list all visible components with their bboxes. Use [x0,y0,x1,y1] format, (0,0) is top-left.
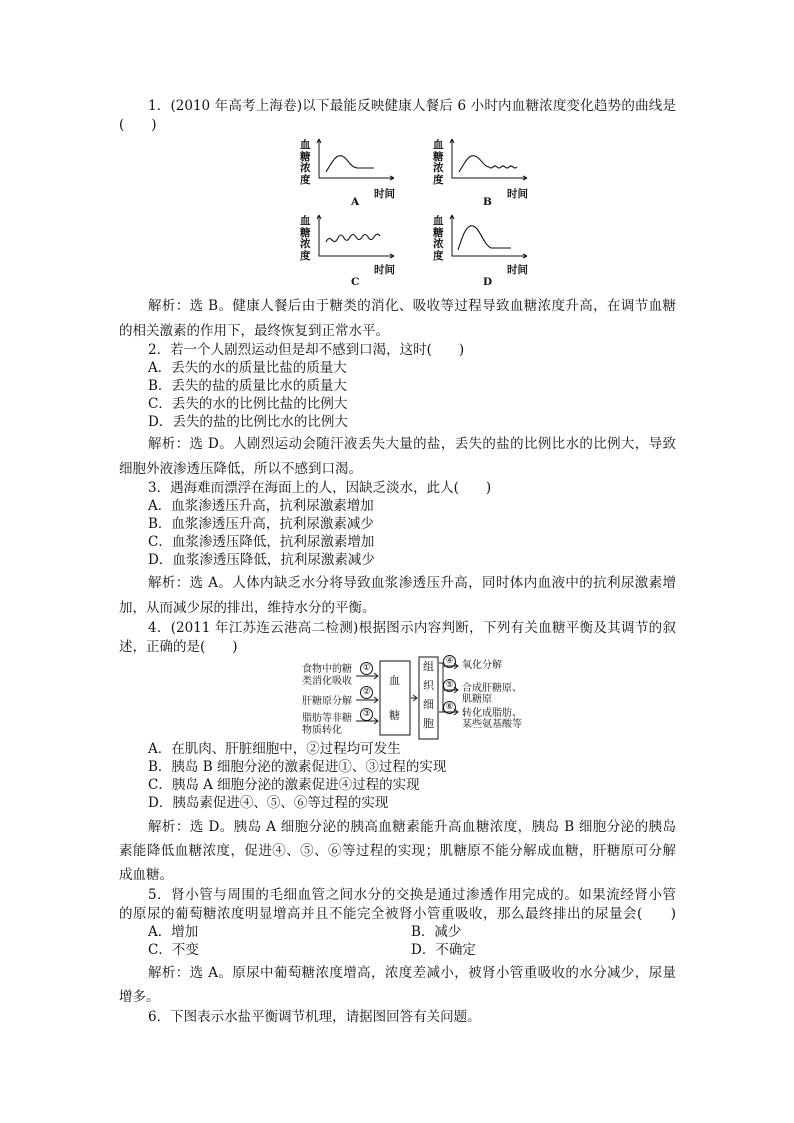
q5-option-b: B．减少 [411,924,462,940]
q5-option-d: D．不确定 [411,942,476,958]
q4-answer-line1: 解析：选 D。胰岛 A 细胞分泌的胰高血糖素能升高血糖浓度，胰岛 B 细胞分泌的胰岛 [148,819,676,835]
graph-a-xlabel: 时间 [374,188,395,200]
graph-d-xlabel: 时间 [507,264,528,276]
graph-c-caption: C [351,276,360,288]
output-fat-line1: 转化成脂肪、 [462,708,522,719]
q1-answer-line1: 解析：选 B。健康人餐后由于糖类的消化、吸收等过程导致血糖浓度升高，在调节血糖 [148,298,676,314]
graph-d-ylabel: 血糖浓度 [433,215,444,262]
output-glycogen-line1: 合成肝糖原、 [462,683,522,694]
q5-option-c: C．不变 [148,942,199,958]
source-fat-line2: 物质转化 [302,725,342,736]
q1-stem-line2: ( ) [119,117,157,133]
q3-option-d: D．血浆渗透压降低，抗利尿激素减少 [148,552,375,568]
q2-option-c: C．丢失的水的比例比盐的比例大 [148,396,348,412]
step-5-marker [443,679,456,692]
q3-option-a: A．血浆渗透压升高，抗利尿激素增加 [148,498,374,514]
q3-answer-line1: 解析：选 A。人体内缺乏水分将导致血浆渗透压升高，同时体内血液中的抗利尿激素增 [148,575,676,591]
output-fat-line2: 某些氨基酸等 [462,719,522,730]
graph-b-xlabel: 时间 [507,188,528,200]
q4-option-d: D．胰岛素促进④、⑤、⑥等过程的实现 [148,795,389,811]
q2-option-a: A．丢失的水的质量比盐的质量大 [148,360,347,376]
step-1-number: ① [360,662,373,675]
graph-a-caption: A [351,196,360,208]
q5-option-a: A．增加 [148,924,199,940]
q2-answer-line2: 细胞外液渗透压降低，所以不感到口渴。 [119,461,362,477]
step-2-number: ② [360,686,373,699]
q4-answer-line3: 成血糖。 [119,867,173,883]
q2-stem: 2．若一个人剧烈运动但是却不感到口渴，这时( ) [148,342,465,358]
q5-stem-line2: 的原尿的葡萄糖浓度明显增高并且不能完全被肾小管重吸收，那么最终排出的尿量会( ) [119,906,676,922]
q5-answer-line1: 解析：选 A。原尿中葡萄糖浓度增高，浓度差减小，被肾小管重吸收的水分减少，尿量 [148,965,676,981]
q3-option-b: B．血浆渗透压升高，抗利尿激素减少 [148,516,374,532]
graph-a-ylabel: 血糖浓度 [300,139,311,186]
step-3-number: ③ [360,708,373,721]
step-1-marker [360,662,373,675]
cell-box-char4: 胞 [423,717,434,730]
graph-c-xlabel: 时间 [374,264,395,276]
step-6-marker [443,701,456,714]
source-fat-line1: 脂肪等非糖 [302,713,352,724]
q4-option-c: C．胰岛 A 细胞分泌的激素促进④过程的实现 [148,777,420,793]
q2-answer-line1: 解析：选 D。人剧烈运动会随汗液丢失大量的盐，丢失的盐的比例比水的比例大，导致 [148,436,676,452]
blood-sugar-box-char1: 血 [389,674,400,687]
source-liver: 肝糖原分解 [302,696,352,707]
graph-c-ylabel: 血糖浓度 [300,215,311,262]
step-5-number: ⑤ [443,679,456,692]
step-4-marker [443,655,456,668]
output-oxidize: 氧化分解 [462,660,502,671]
source-food-line2: 类消化吸收 [302,676,352,687]
q4-option-b: B．胰岛 B 细胞分泌的激素促进①、③过程的实现 [148,759,447,775]
cell-box-char1: 组 [423,660,434,673]
step-4-number: ④ [443,655,456,668]
q1-answer-line2: 的相关激素的作用下，最终恢复到正常水平。 [119,323,389,339]
output-glycogen-line2: 肌糖原 [462,694,492,705]
q2-option-d: D．丢失的盐的比例比水的比例大 [148,414,348,430]
q6-stem: 6．下图表示水盐平衡调节机理，请据图回答有关问题。 [148,1009,481,1025]
q5-answer-line2: 增多。 [119,989,160,1005]
q4-stem-line2: 述，正确的是( ) [119,639,238,655]
graph-b-ylabel: 血糖浓度 [433,139,444,186]
q1-stem-line1: 1．(2010 年高考上海卷)以下最能反映健康人餐后 6 小时内血糖浓度变化趋势的曲线是 [148,98,676,114]
q4-option-a: A．在肌肉、肝脏细胞中，②过程均可发生 [148,741,401,757]
source-food-line1: 食物中的糖 [302,664,352,675]
cell-box-char2: 织 [423,679,434,692]
q3-stem: 3．遇海难而漂浮在海面上的人，因缺乏淡水，此人( ) [148,480,492,496]
blood-sugar-box-char2: 糖 [389,709,400,722]
cell-box-char3: 细 [423,698,434,711]
q3-answer-line2: 加，从而减少尿的排出，维持水分的平衡。 [119,600,376,616]
step-3-marker [360,708,373,721]
graph-b-caption: B [483,196,492,208]
graph-d-caption: D [483,276,493,288]
q4-stem-line1: 4．(2011 年江苏连云港高二检测)根据图示内容判断，下列有关血糖平衡及其调节的叙 [148,620,676,636]
q4-answer-line2: 素能降低血糖浓度，促进④、⑤、⑥等过程的实现；肌糖原不能分解成血糖，肝糖原可分解 [119,843,676,859]
q5-stem-line1: 5．肾小管与周围的毛细血管之间水分的交换是通过渗透作用完成的。如果流经肾小管 [148,887,676,903]
step-6-number: ⑥ [443,701,456,714]
q3-option-c: C．血浆渗透压降低，抗利尿激素增加 [148,534,375,550]
q2-option-b: B．丢失的盐的质量比水的质量大 [148,378,347,394]
step-2-marker [360,686,373,699]
